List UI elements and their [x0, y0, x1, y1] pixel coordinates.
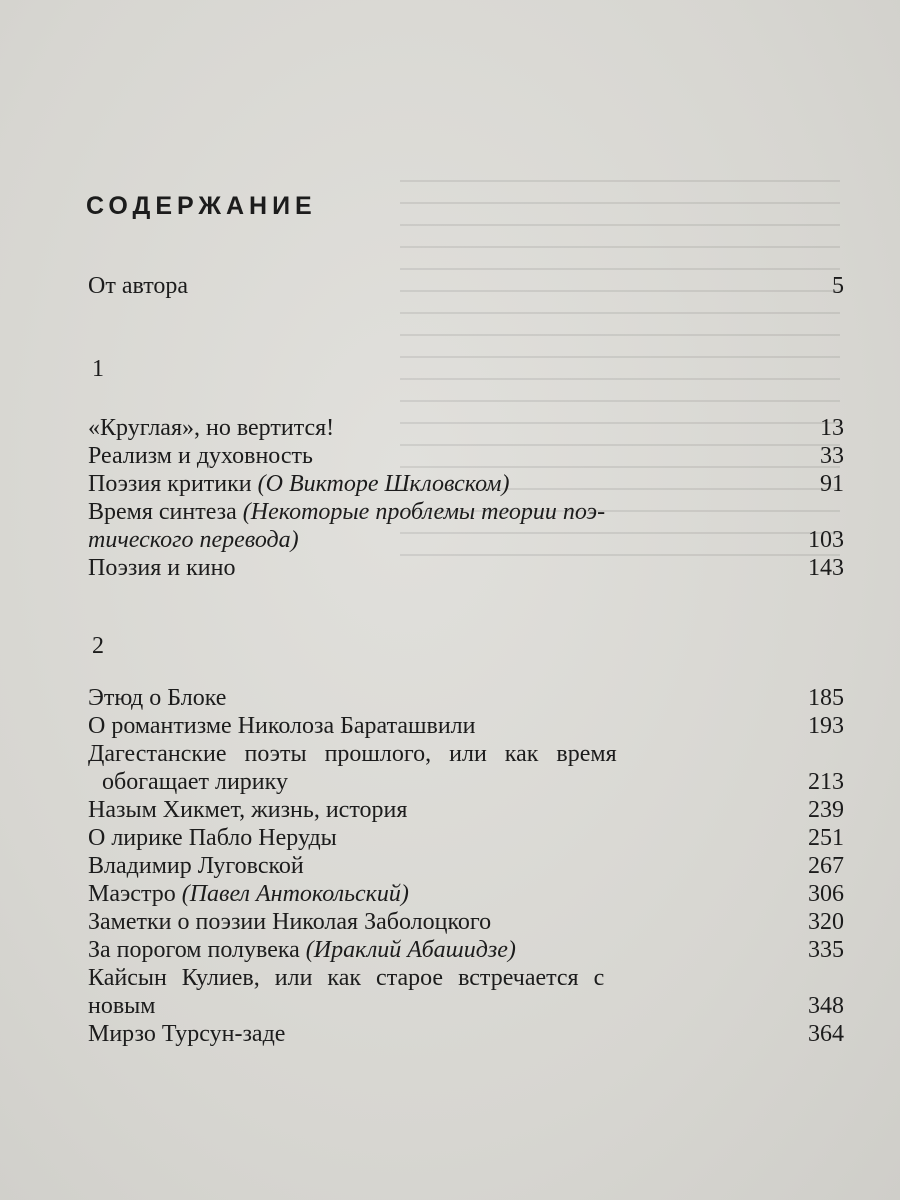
leader-dots	[308, 684, 774, 712]
page-number: 33	[820, 443, 844, 469]
leader-dots	[428, 414, 774, 442]
toc-entry-continuation	[88, 768, 844, 796]
toc-entry	[88, 1020, 844, 1048]
toc-entry	[88, 554, 844, 582]
toc-intro	[88, 272, 844, 300]
leader-dots	[508, 880, 774, 908]
toc-entry	[88, 684, 844, 712]
page-number: 267	[808, 853, 844, 879]
toc-section-1	[88, 414, 844, 582]
entry-label: Реализм и духовность	[88, 443, 313, 469]
page-number: 5	[832, 273, 844, 299]
page-number: 193	[808, 713, 844, 739]
entry-subtitle: (Павел Антокольский)	[181, 881, 409, 907]
page-number: 251	[808, 825, 844, 851]
entry-label: Заметки о поэзии Николая Заболоцкого	[88, 909, 492, 935]
entry-label: Дагестанские поэты прошлого, или как время	[88, 741, 617, 767]
leader-dots	[378, 1020, 774, 1048]
toc-entry-continuation	[88, 526, 844, 554]
page-number: 185	[808, 685, 844, 711]
leader-dots	[238, 272, 774, 300]
entry-label: Этюд о Блоке	[88, 685, 227, 711]
page-title: СОДЕРЖАНИЕ	[86, 192, 317, 220]
toc-entry	[88, 498, 844, 526]
leader-dots	[208, 992, 774, 1020]
leader-dots	[538, 796, 774, 824]
entry-label: От автора	[88, 273, 189, 299]
leader-dots	[678, 908, 774, 936]
toc-entry	[88, 796, 844, 824]
page-number: 143	[808, 555, 844, 581]
page-number: 320	[808, 909, 844, 935]
page-number: 13	[820, 415, 844, 441]
entry-subtitle: (Некоторые проблемы теории поэ-	[242, 499, 606, 525]
entry-label: Маэстро (Павел Антокольский)	[88, 881, 409, 907]
page-number: 364	[808, 1021, 844, 1047]
leader-dots	[428, 526, 774, 554]
leader-dots	[408, 442, 774, 470]
leader-dots	[398, 852, 774, 880]
toc-entry	[88, 712, 844, 740]
entry-label-cont: обогащает лирику	[102, 769, 288, 795]
leader-dots	[648, 712, 774, 740]
leader-dots	[308, 554, 774, 582]
toc-entry	[88, 272, 844, 300]
page-number: 91	[820, 471, 844, 497]
page-number: 306	[808, 881, 844, 907]
toc-entry	[88, 824, 844, 852]
entry-label-cont: новым	[88, 993, 156, 1019]
section-number: 2	[92, 633, 104, 659]
toc-entry	[88, 414, 844, 442]
toc-entry	[88, 740, 844, 768]
toc-entry	[88, 964, 844, 992]
entry-label: О романтизме Николоза Бараташвили	[88, 713, 476, 739]
entry-label: Назым Хикмет, жизнь, история	[88, 797, 408, 823]
page-number: 239	[808, 797, 844, 823]
page-number: 348	[808, 993, 844, 1019]
toc-entry	[88, 470, 844, 498]
toc-entry-continuation	[88, 992, 844, 1020]
entry-label: О лирике Пабло Неруды	[88, 825, 337, 851]
toc-entry	[88, 442, 844, 470]
page-number: 103	[808, 527, 844, 553]
toc-section-2	[88, 684, 844, 1048]
entry-label: За порогом полувека (Ираклий Абашидзе)	[88, 937, 516, 963]
entry-label: «Круглая», но вертится!	[88, 415, 335, 441]
toc-entry	[88, 852, 844, 880]
toc-entry	[88, 908, 844, 936]
page-number: 335	[808, 937, 844, 963]
entry-label: Мирзо Турсун-заде	[88, 1021, 286, 1047]
entry-label: Поэзия и кино	[88, 555, 236, 581]
section-number: 1	[92, 356, 104, 382]
leader-dots	[678, 470, 774, 498]
leader-dots	[448, 824, 774, 852]
toc-entry	[88, 880, 844, 908]
entry-label: Время синтеза (Некоторые проблемы теории поэ-	[88, 499, 606, 525]
entry-label: Поэзия критики (О Викторе Шкловском)	[88, 471, 510, 497]
leader-dots	[748, 936, 774, 964]
entry-label: Кайсын Кулиев, или как старое встречается с	[88, 965, 605, 991]
page-number: 213	[808, 769, 844, 795]
toc-entry	[88, 936, 844, 964]
entry-label-cont: тического перевода)	[88, 527, 299, 553]
entry-subtitle: (Ираклий Абашидзе)	[305, 937, 516, 963]
entry-subtitle: (О Викторе Шкловском)	[257, 471, 510, 497]
entry-label: Владимир Луговской	[88, 853, 304, 879]
